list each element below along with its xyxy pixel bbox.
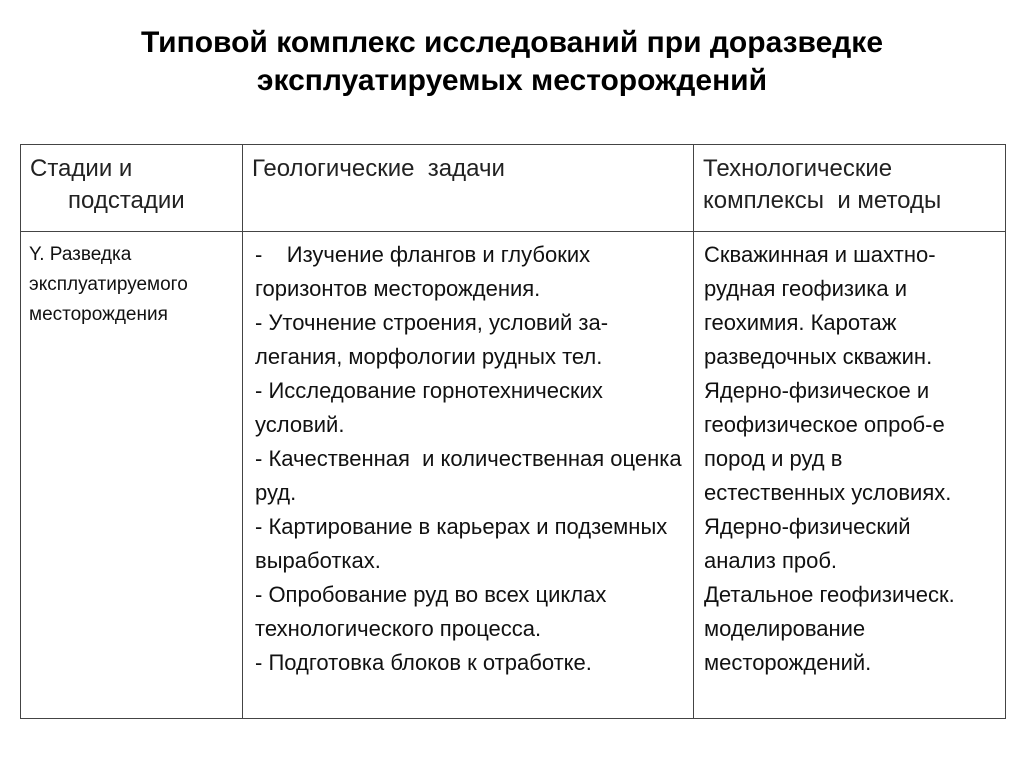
methods-line: геофизическое опроб-е bbox=[704, 412, 945, 437]
slide-title bbox=[0, 24, 1024, 100]
task-item: - Опробование руд во всех циклах технологического процесса. bbox=[255, 582, 607, 641]
header-methods bbox=[694, 145, 1006, 232]
stage-cell: Y. Разведка эксплуатируемого месторождения bbox=[21, 232, 243, 719]
methods-line: разведочных скважин. bbox=[704, 344, 933, 369]
methods-line: Ядерно-физическое и bbox=[704, 378, 930, 403]
slide-title-line-1: Типовой комплекс исследований при доразведке bbox=[140, 26, 884, 59]
table-header-row bbox=[21, 145, 1006, 232]
methods-cell bbox=[694, 232, 1006, 719]
methods-line: месторождений. bbox=[704, 650, 872, 675]
methods-line: естественных условиях. bbox=[704, 480, 952, 505]
methods-line: Детальное геофизическ. bbox=[704, 582, 955, 607]
task-item: - Уточнение строения, условий за-легания, морфологии рудных тел. bbox=[255, 310, 609, 369]
methods-line: геохимия. Каротаж bbox=[704, 310, 897, 335]
research-complex-table bbox=[20, 144, 1006, 719]
task-item: - Картирование в карьерах и подземных выработках. bbox=[255, 514, 680, 573]
header-geological-tasks bbox=[243, 145, 694, 232]
slide-title-line-2: эксплуатируемых месторождений bbox=[256, 64, 768, 97]
methods-line: рудная геофизика и bbox=[704, 276, 908, 301]
task-item: - Качественная и количественная оценка руд. bbox=[255, 446, 688, 505]
header-stages-line-1: Стадии и bbox=[30, 155, 133, 182]
methods-line: анализ проб. bbox=[704, 548, 838, 573]
table-row bbox=[21, 232, 1006, 719]
methods-line: моделирование bbox=[704, 616, 866, 641]
header-stages bbox=[21, 145, 243, 232]
methods-line: Ядерно-физический bbox=[704, 514, 911, 539]
tasks-cell bbox=[243, 232, 694, 719]
methods-line: пород и руд в bbox=[704, 446, 843, 471]
header-methods-line-2: комплексы и методы bbox=[703, 187, 942, 214]
task-item: - Изучение флангов и глубоких горизонтов месторождения. bbox=[255, 242, 597, 301]
header-methods-line-1: Технологические bbox=[703, 155, 893, 182]
methods-line: Скважинная и шахтно- bbox=[704, 242, 936, 267]
task-item: - Подготовка блоков к отработке. bbox=[255, 650, 592, 675]
task-item: - Исследование горнотехнических условий. bbox=[255, 378, 603, 437]
header-geological-tasks-text: Геологические задачи bbox=[252, 155, 505, 182]
header-stages-line-2: подстадии bbox=[68, 187, 185, 214]
